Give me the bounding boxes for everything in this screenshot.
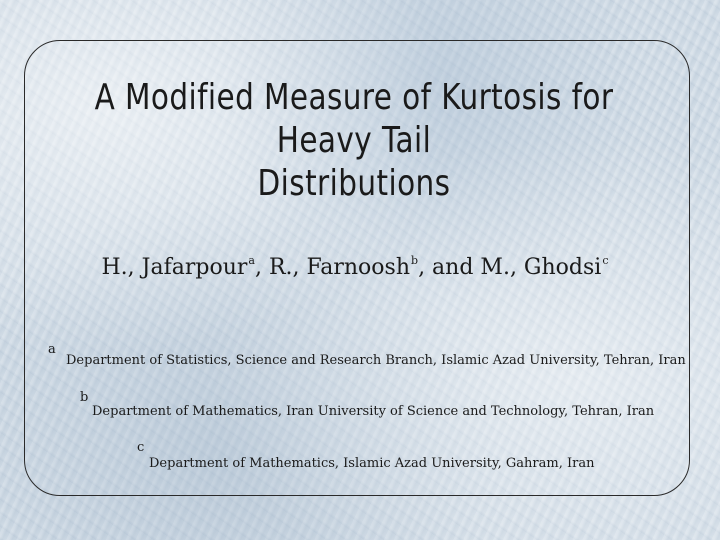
affiliation-c: Department of Mathematics, Islamic Azad University, Gahram, Iran: [149, 456, 595, 471]
author-name: R., Farnoosh: [268, 255, 411, 280]
author-name: M., Ghodsi: [480, 255, 602, 280]
title-line-1: A Modified Measure of Kurtosis for Heavy Tail: [94, 77, 614, 161]
affiliation-mark-b: b: [80, 390, 89, 405]
author-separator: ,: [254, 255, 269, 280]
author-affiliation-mark: a: [248, 254, 255, 267]
affiliation-mark-a: a: [48, 342, 56, 357]
author-separator: , and: [418, 255, 481, 280]
author-affiliation-mark: b: [411, 254, 419, 267]
slide-title: [83, 76, 624, 205]
affiliation-mark-c: c: [137, 440, 145, 455]
author-name: H., Jafarpour: [101, 255, 248, 280]
affiliation-a: Department of Statistics, Science and Research Branch, Islamic Azad University, Tehran, Iran: [66, 353, 686, 368]
title-line-2: Distributions: [257, 163, 451, 204]
author-affiliation-mark: c: [602, 254, 609, 267]
author-line: [0, 254, 710, 280]
affiliation-b: Department of Mathematics, Iran University of Science and Technology, Tehran, Iran: [92, 404, 655, 419]
